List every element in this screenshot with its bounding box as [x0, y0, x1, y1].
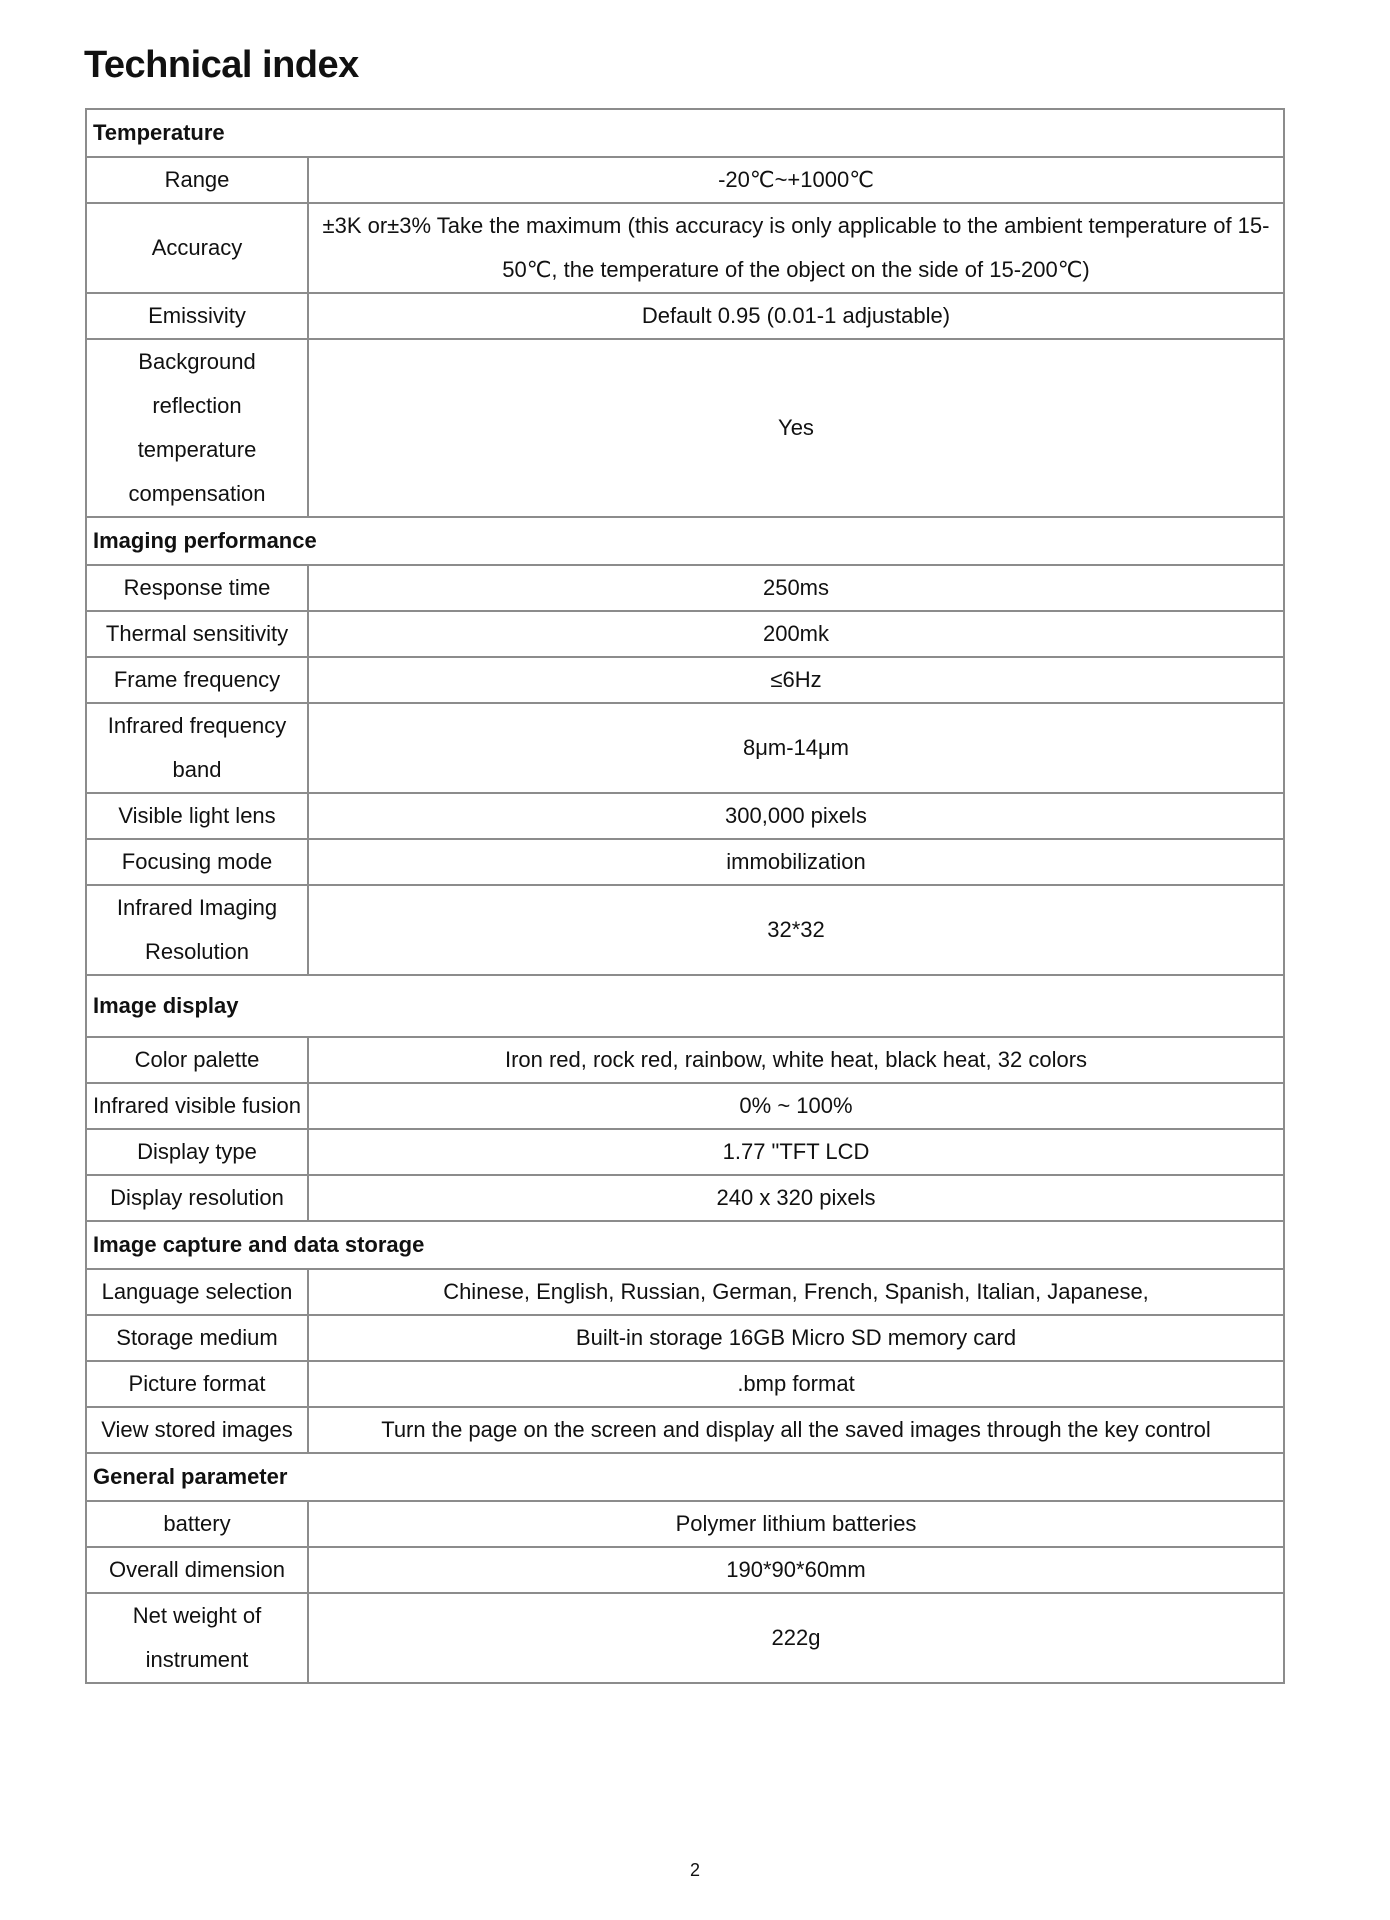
table-row	[86, 1269, 1284, 1315]
row-label-accuracy: Accuracy	[86, 203, 308, 293]
row-value-thermal-sensitivity: 200mk	[308, 611, 1284, 657]
table-row	[86, 203, 1284, 293]
row-value-storage-medium: Built-in storage 16GB Micro SD memory card	[308, 1315, 1284, 1361]
section-heading-imaging-performance: Imaging performance	[86, 517, 1284, 565]
row-label-display-type: Display type	[86, 1129, 308, 1175]
table-row	[86, 1501, 1284, 1547]
row-label-storage-medium: Storage medium	[86, 1315, 308, 1361]
row-value-background-reflection: Yes	[308, 339, 1284, 517]
row-value-infrared-band: 8μm-14μm	[308, 703, 1284, 793]
row-value-range: -20℃~+1000℃	[308, 157, 1284, 203]
row-value-color-palette: Iron red, rock red, rainbow, white heat, black heat, 32 colors	[308, 1037, 1284, 1083]
row-label-fusion: Infrared visible fusion	[86, 1083, 308, 1129]
table-row	[86, 1547, 1284, 1593]
section-heading-general: General parameter	[86, 1453, 1284, 1501]
row-value-net-weight: 222g	[308, 1593, 1284, 1683]
row-label-picture-format: Picture format	[86, 1361, 308, 1407]
row-label-language: Language selection	[86, 1269, 308, 1315]
row-label-infrared-band: Infrared frequency band	[86, 703, 308, 793]
page-title: Technical index	[84, 44, 359, 86]
table-row	[86, 839, 1284, 885]
table-row	[86, 293, 1284, 339]
row-label-range: Range	[86, 157, 308, 203]
table-row	[86, 1593, 1284, 1683]
row-label-color-palette: Color palette	[86, 1037, 308, 1083]
row-label-dimension: Overall dimension	[86, 1547, 308, 1593]
table-row	[86, 1129, 1284, 1175]
row-value-battery: Polymer lithium batteries	[308, 1501, 1284, 1547]
row-value-fusion: 0% ~ 100%	[308, 1083, 1284, 1129]
row-value-language: Chinese, English, Russian, German, French, Spanish, Italian, Japanese,	[308, 1269, 1284, 1315]
table-row	[86, 339, 1284, 517]
row-label-thermal-sensitivity: Thermal sensitivity	[86, 611, 308, 657]
row-value-accuracy: ±3K or±3% Take the maximum (this accuracy is only applicable to the ambient temperature of 15-50℃, the temperature of the object on the side of 15-200℃)	[308, 203, 1284, 293]
spec-table	[85, 108, 1285, 1684]
table-row	[86, 1175, 1284, 1221]
row-value-emissivity: Default 0.95 (0.01-1 adjustable)	[308, 293, 1284, 339]
table-row	[86, 1361, 1284, 1407]
table-row	[86, 1083, 1284, 1129]
table-row	[86, 1037, 1284, 1083]
table-row	[86, 657, 1284, 703]
page-number: 2	[689, 1860, 700, 1880]
table-row	[86, 1407, 1284, 1453]
row-label-visible-lens: Visible light lens	[86, 793, 308, 839]
row-value-picture-format: .bmp format	[308, 1361, 1284, 1407]
row-value-display-type: 1.77 "TFT LCD	[308, 1129, 1284, 1175]
row-label-view-images: View stored images	[86, 1407, 308, 1453]
row-label-background-reflection: Background reflection temperature compensation	[86, 339, 308, 517]
row-label-focusing-mode: Focusing mode	[86, 839, 308, 885]
table-row	[86, 565, 1284, 611]
row-label-frame-frequency: Frame frequency	[86, 657, 308, 703]
table-row	[86, 157, 1284, 203]
row-label-ir-resolution: Infrared Imaging Resolution	[86, 885, 308, 975]
table-row	[86, 793, 1284, 839]
section-heading-temperature: Temperature	[86, 109, 1284, 157]
row-value-frame-frequency: ≤6Hz	[308, 657, 1284, 703]
table-row	[86, 1315, 1284, 1361]
table-row	[86, 703, 1284, 793]
section-heading-capture-storage: Image capture and data storage	[86, 1221, 1284, 1269]
row-value-ir-resolution: 32*32	[308, 885, 1284, 975]
row-label-response-time: Response time	[86, 565, 308, 611]
row-value-view-images: Turn the page on the screen and display all the saved images through the key control	[308, 1407, 1284, 1453]
row-value-focusing-mode: immobilization	[308, 839, 1284, 885]
table-row	[86, 885, 1284, 975]
row-label-emissivity: Emissivity	[86, 293, 308, 339]
section-heading-image-display: Image display	[86, 975, 1284, 1037]
row-value-dimension: 190*90*60mm	[308, 1547, 1284, 1593]
row-value-display-resolution: 240 x 320 pixels	[308, 1175, 1284, 1221]
table-row	[86, 611, 1284, 657]
row-value-response-time: 250ms	[308, 565, 1284, 611]
row-value-visible-lens: 300,000 pixels	[308, 793, 1284, 839]
row-label-net-weight: Net weight of instrument	[86, 1593, 308, 1683]
row-label-display-resolution: Display resolution	[86, 1175, 308, 1221]
row-label-battery: battery	[86, 1501, 308, 1547]
